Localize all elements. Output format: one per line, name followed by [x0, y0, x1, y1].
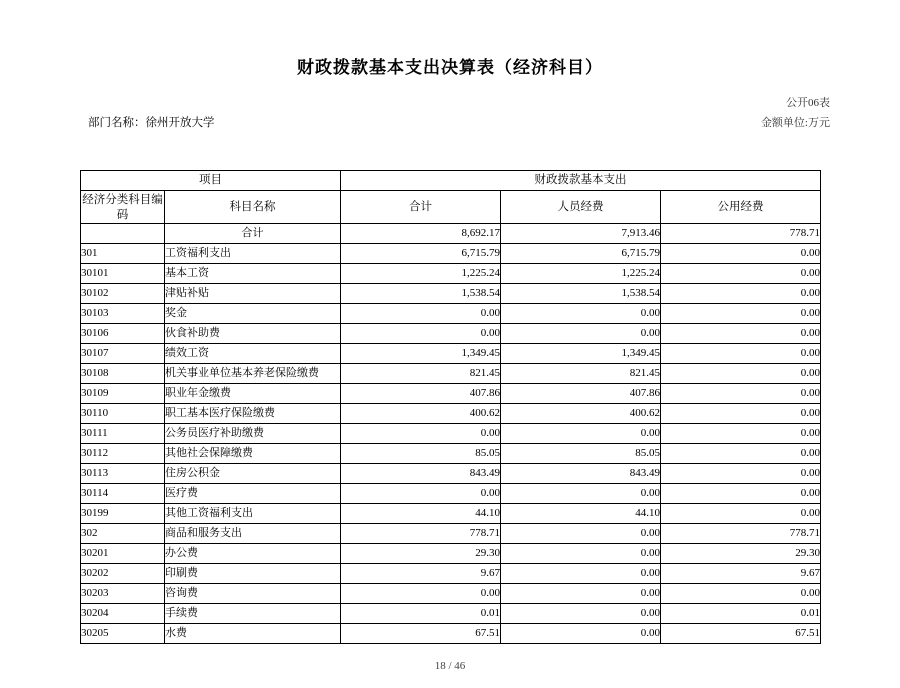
cell-code: 30202 [81, 564, 165, 584]
cell-public: 0.00 [661, 344, 821, 364]
cell-personnel: 0.00 [501, 304, 661, 324]
cell-public: 0.00 [661, 484, 821, 504]
cell-personnel: 0.00 [501, 424, 661, 444]
table-row [81, 424, 821, 444]
table-header-col-row [81, 191, 821, 224]
header-col-personnel: 人员经费 [501, 191, 661, 224]
cell-code: 30107 [81, 344, 165, 364]
cell-code: 30205 [81, 624, 165, 644]
cell-total: 0.01 [341, 604, 501, 624]
cell-public: 0.00 [661, 364, 821, 384]
table-row [81, 284, 821, 304]
cell-code: 30203 [81, 584, 165, 604]
header-group-expenditure: 财政拨款基本支出 [341, 171, 821, 191]
cell-total: 8,692.17 [341, 224, 501, 244]
cell-personnel: 821.45 [501, 364, 661, 384]
cell-personnel: 843.49 [501, 464, 661, 484]
cell-subject-name: 职业年金缴费 [165, 384, 341, 404]
document-meta [0, 94, 900, 129]
table-body [81, 224, 821, 644]
cell-code: 30201 [81, 544, 165, 564]
cell-public: 0.00 [661, 284, 821, 304]
cell-personnel: 0.00 [501, 324, 661, 344]
page-indicator: 18 / 46 [434, 660, 466, 672]
cell-personnel: 85.05 [501, 444, 661, 464]
financial-table-container [80, 170, 820, 644]
table-row [81, 384, 821, 404]
cell-total: 44.10 [341, 504, 501, 524]
cell-personnel: 7,913.46 [501, 224, 661, 244]
cell-total: 67.51 [341, 624, 501, 644]
cell-code: 30110 [81, 404, 165, 424]
cell-total: 6,715.79 [341, 244, 501, 264]
cell-total: 0.00 [341, 324, 501, 344]
cell-subject-name: 住房公积金 [165, 464, 341, 484]
table-row [81, 364, 821, 384]
table-row [81, 524, 821, 544]
page-title: 财政拨款基本支出决算表（经济科目） [297, 58, 603, 77]
cell-code: 30111 [81, 424, 165, 444]
cell-subject-name: 基本工资 [165, 264, 341, 284]
cell-personnel: 407.86 [501, 384, 661, 404]
table-row [81, 304, 821, 324]
cell-personnel: 0.00 [501, 564, 661, 584]
cell-public: 0.00 [661, 444, 821, 464]
cell-public: 9.67 [661, 564, 821, 584]
cell-public: 0.01 [661, 604, 821, 624]
document-page [0, 53, 900, 688]
cell-subject-name: 公务员医疗补助缴费 [165, 424, 341, 444]
cell-subject-name: 合计 [165, 224, 341, 244]
cell-total: 0.00 [341, 304, 501, 324]
table-row [81, 484, 821, 504]
header-col-public: 公用经费 [661, 191, 821, 224]
cell-code: 30112 [81, 444, 165, 464]
cell-public: 0.00 [661, 464, 821, 484]
cell-total: 400.62 [341, 404, 501, 424]
cell-subject-name: 职工基本医疗保险缴费 [165, 404, 341, 424]
cell-subject-name: 机关事业单位基本养老保险缴费 [165, 364, 341, 384]
cell-public: 0.00 [661, 424, 821, 444]
header-col-name: 科目名称 [165, 191, 341, 224]
cell-total: 1,225.24 [341, 264, 501, 284]
cell-subject-name: 印刷费 [165, 564, 341, 584]
table-row [81, 444, 821, 464]
cell-total: 9.67 [341, 564, 501, 584]
cell-subject-name: 水费 [165, 624, 341, 644]
table-row [81, 604, 821, 624]
cell-total: 407.86 [341, 384, 501, 404]
cell-personnel: 0.00 [501, 524, 661, 544]
table-row [81, 404, 821, 424]
cell-subject-name: 绩效工资 [165, 344, 341, 364]
table-row [81, 624, 821, 644]
cell-subject-name: 手续费 [165, 604, 341, 624]
cell-public: 29.30 [661, 544, 821, 564]
header-group-project: 项目 [81, 171, 341, 191]
table-header [81, 171, 821, 224]
cell-total: 29.30 [341, 544, 501, 564]
cell-personnel: 400.62 [501, 404, 661, 424]
cell-subject-name: 医疗费 [165, 484, 341, 504]
cell-subject-name: 其他工资福利支出 [165, 504, 341, 524]
cell-total: 1,538.54 [341, 284, 501, 304]
cell-public: 67.51 [661, 624, 821, 644]
cell-public: 0.00 [661, 324, 821, 344]
cell-public: 0.00 [661, 404, 821, 424]
cell-public: 0.00 [661, 384, 821, 404]
cell-subject-name: 办公费 [165, 544, 341, 564]
cell-public: 0.00 [661, 244, 821, 264]
cell-subject-name: 商品和服务支出 [165, 524, 341, 544]
cell-personnel: 0.00 [501, 484, 661, 504]
department-label: 部门名称： [88, 117, 146, 129]
cell-code: 30199 [81, 504, 165, 524]
cell-subject-name: 伙食补助费 [165, 324, 341, 344]
cell-personnel: 1,538.54 [501, 284, 661, 304]
table-header-group-row [81, 171, 821, 191]
form-number: 公开06表 [786, 97, 830, 109]
cell-public: 0.00 [661, 504, 821, 524]
cell-total: 85.05 [341, 444, 501, 464]
cell-total: 778.71 [341, 524, 501, 544]
financial-table [80, 170, 821, 644]
header-col-code [81, 191, 165, 224]
cell-personnel: 44.10 [501, 504, 661, 524]
cell-subject-name: 工资福利支出 [165, 244, 341, 264]
cell-subject-name: 其他社会保障缴费 [165, 444, 341, 464]
cell-personnel: 6,715.79 [501, 244, 661, 264]
cell-total: 821.45 [341, 364, 501, 384]
cell-code: 30108 [81, 364, 165, 384]
table-row [81, 584, 821, 604]
cell-code [81, 224, 165, 244]
cell-public: 0.00 [661, 584, 821, 604]
cell-total: 843.49 [341, 464, 501, 484]
cell-code: 30113 [81, 464, 165, 484]
cell-code: 302 [81, 524, 165, 544]
cell-total: 0.00 [341, 484, 501, 504]
cell-subject-name: 津贴补贴 [165, 284, 341, 304]
table-row [81, 564, 821, 584]
cell-personnel: 0.00 [501, 584, 661, 604]
cell-personnel: 1,225.24 [501, 264, 661, 284]
table-row [81, 324, 821, 344]
table-row [81, 264, 821, 284]
cell-total: 0.00 [341, 584, 501, 604]
cell-personnel: 0.00 [501, 604, 661, 624]
cell-code: 301 [81, 244, 165, 264]
cell-code: 30103 [81, 304, 165, 324]
header-col-code-text: 经济分类科目编码 [82, 194, 163, 221]
cell-personnel: 1,349.45 [501, 344, 661, 364]
cell-code: 30101 [81, 264, 165, 284]
cell-total: 1,349.45 [341, 344, 501, 364]
cell-subject-name: 奖金 [165, 304, 341, 324]
table-row [81, 224, 821, 244]
header-col-total: 合计 [341, 191, 501, 224]
cell-code: 30109 [81, 384, 165, 404]
table-row [81, 344, 821, 364]
table-row [81, 504, 821, 524]
cell-public: 0.00 [661, 264, 821, 284]
department-info [88, 114, 215, 130]
cell-total: 0.00 [341, 424, 501, 444]
cell-public: 778.71 [661, 524, 821, 544]
department-name: 徐州开放大学 [145, 117, 215, 129]
cell-code: 30204 [81, 604, 165, 624]
cell-personnel: 0.00 [501, 624, 661, 644]
cell-public: 778.71 [661, 224, 821, 244]
cell-personnel: 0.00 [501, 544, 661, 564]
table-row [81, 464, 821, 484]
cell-code: 30114 [81, 484, 165, 504]
cell-code: 30106 [81, 324, 165, 344]
table-row [81, 244, 821, 264]
table-row [81, 544, 821, 564]
cell-code: 30102 [81, 284, 165, 304]
amount-unit-note: 金额单位:万元 [760, 117, 830, 129]
cell-subject-name: 咨询费 [165, 584, 341, 604]
cell-public: 0.00 [661, 304, 821, 324]
